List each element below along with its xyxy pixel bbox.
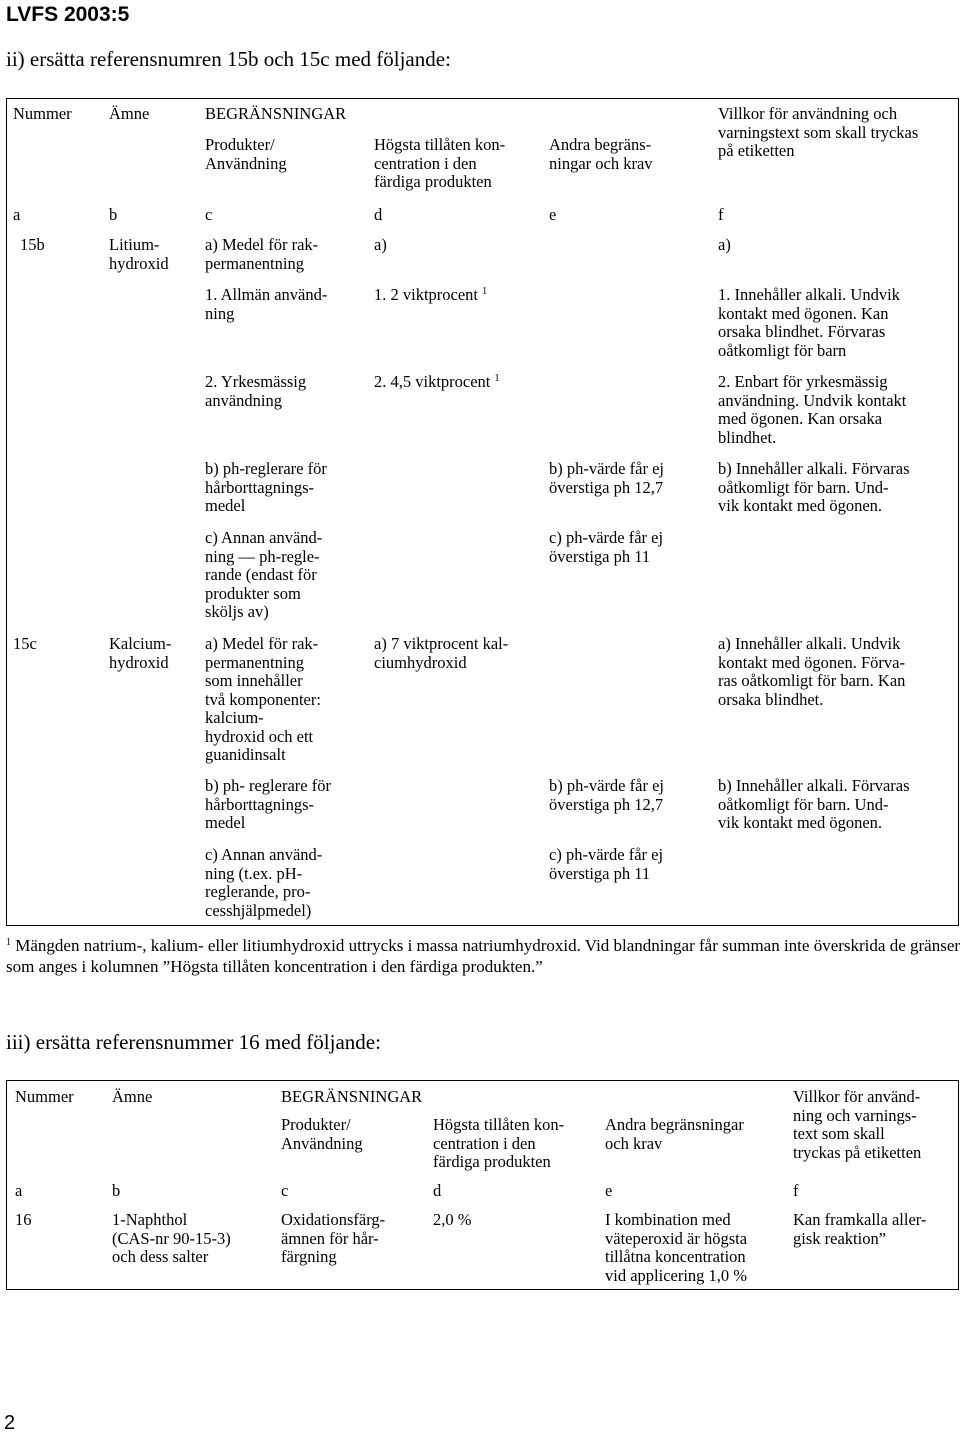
t2-header-amne: Ämne [112,1087,153,1106]
t1-15c-b: b) ph- reglerare för hårborttagnings- medel [205,776,331,832]
t1-15b-a1: 1. Allmän använd- ning [205,285,328,323]
t1-15b-amne: Litium- hydroxid [109,235,169,273]
t1-15c-f-b: b) Innehåller alkali. Förvaras oåtkomligt för barn. Und- vik kontakt med ögonen. [718,776,910,832]
t1-15c-nummer: 15c [13,634,37,653]
instruction-iii: iii) ersätta referensnummer 16 med följande: [6,1030,381,1054]
t1-15c-c: c) Annan använd- ning (t.ex. pH- reglerande, pro- cesshjälpmedel) [205,845,323,920]
t1-letter-e: e [549,205,557,224]
t1-15b-nummer: 15b [20,235,45,254]
footnote-text: Mängden natrium-, kalium- eller litiumhydroxid uttrycks i massa natriumhydroxid. Vid blandningar får summan inte överskrida de gränser som anges i kolumnen ”Högsta tillåten koncentration i den färdiga produkten.” [6,936,960,976]
t2-letter-f: f [793,1181,799,1200]
t1-header-hogsta: Högsta tillåten kon- centration i den färdiga produkten [374,135,506,191]
t1-header-andra: Andra begräns- ningar och krav [549,135,653,173]
t1-15c-amne: Kalcium- hydroxid [109,634,172,672]
t1-15b-d-a: a) [374,235,387,254]
t1-letter-a: a [13,205,21,224]
t1-letter-f: f [718,205,724,224]
t1-15b-f1: 1. Innehåller alkali. Undvik kontakt med ögonen. Kan orsaka blindhet. Förvaras oåtkomligt för barn [718,285,900,360]
t1-header-begransningar: BEGRÄNSNINGAR [205,104,347,123]
document-header: LVFS 2003:5 [6,3,130,26]
instruction-ii: ii) ersätta referensnumren 15b och 15c med följande: [6,47,451,71]
footnote-mark: 1 [6,937,11,948]
t1-15b-e-b: b) ph-värde får ej överstiga ph 12,7 [549,459,664,497]
t2-header-nummer: Nummer [15,1087,74,1106]
t1-header-villkor: Villkor för användning och varningstext som skall tryckas på etiketten [718,104,919,160]
t2-letter-d: d [433,1181,442,1200]
t1-header-amne: Ämne [109,104,150,123]
t1-15b-f-b: b) Innehåller alkali. Förvaras oåtkomligt för barn. Und- vik kontakt med ögonen. [718,459,910,515]
t1-15b-b: b) ph-reglerare för hårborttagnings- medel [205,459,327,515]
t1-15b-c: c) Annan använd- ning — ph-regle- rande (endast för produkter som sköljs av) [205,528,323,621]
t1-15b-d2: 2. 4,5 viktprocent $^1$ [374,372,500,391]
t2-header-begransningar: BEGRÄNSNINGAR [281,1087,423,1106]
t2-letter-a: a [15,1181,23,1200]
t2-header-villkor: Villkor för använd- ning och varnings- text som skall tryckas på etiketten [793,1087,922,1162]
page-number: 2 [4,1412,16,1434]
t2-header-produkter: Produkter/ Användning [281,1115,363,1153]
t1-15b-f-a: a) [718,235,731,254]
t1-15c-a: a) Medel för rak- permanentning som innehåller två komponenter: kalcium- hydroxid och ett guanidinsalt [205,634,321,764]
t1-15b-f2: 2. Enbart för yrkesmässig användning. Undvik kontakt med ögonen. Kan orsaka blindhet. [718,372,907,447]
t1-15b-d1: 1. 2 viktprocent $^1$ [374,285,488,304]
t1-15c-e-b: b) ph-värde får ej överstiga ph 12,7 [549,776,664,814]
t1-header-nummer: Nummer [13,104,72,123]
t1-15c-e-c: c) ph-värde får ej överstiga ph 11 [549,845,664,883]
t2-16-hogsta: 2,0 % [433,1210,472,1229]
t2-16-amne: 1-Naphthol (CAS-nr 90-15-3) och dess salter [112,1210,231,1267]
t2-header-andra: Andra begränsningar och krav [605,1115,744,1153]
t2-16-produkter: Oxidationsfärg- ämnen för hår- färgning [281,1210,386,1267]
t1-15c-d-a: a) 7 viktprocent kal- ciumhydroxid [374,634,509,672]
t1-15c-f-a: a) Innehåller alkali. Undvik kontakt med ögonen. Förva- ras oåtkomligt för barn. Kan orsaka blindhet. [718,634,906,709]
t1-15b-e-c: c) ph-värde får ej överstiga ph 11 [549,528,664,566]
t1-15b-a2: 2. Yrkesmässig användning [205,372,307,410]
t2-letter-c: c [281,1181,289,1200]
t1-15b-a-label: a) Medel för rak- permanentning [205,235,319,273]
t2-16-andra: I kombination med väteperoxid är högsta tillåtna koncentration vid applicering 1,0 % [605,1210,748,1285]
t2-16-nummer: 16 [15,1210,32,1229]
t1-letter-c: c [205,205,213,224]
t1-letter-b: b [109,205,118,224]
footnote [6,936,960,977]
t1-letter-d: d [374,205,383,224]
t1-header-produkter: Produkter/ Användning [205,135,287,173]
t2-letter-b: b [112,1181,121,1200]
t2-header-hogsta: Högsta tillåten kon- centration i den färdiga produkten [433,1115,565,1172]
t2-16-villkor: Kan framkalla aller- gisk reaktion” [793,1210,927,1248]
t2-letter-e: e [605,1181,613,1200]
